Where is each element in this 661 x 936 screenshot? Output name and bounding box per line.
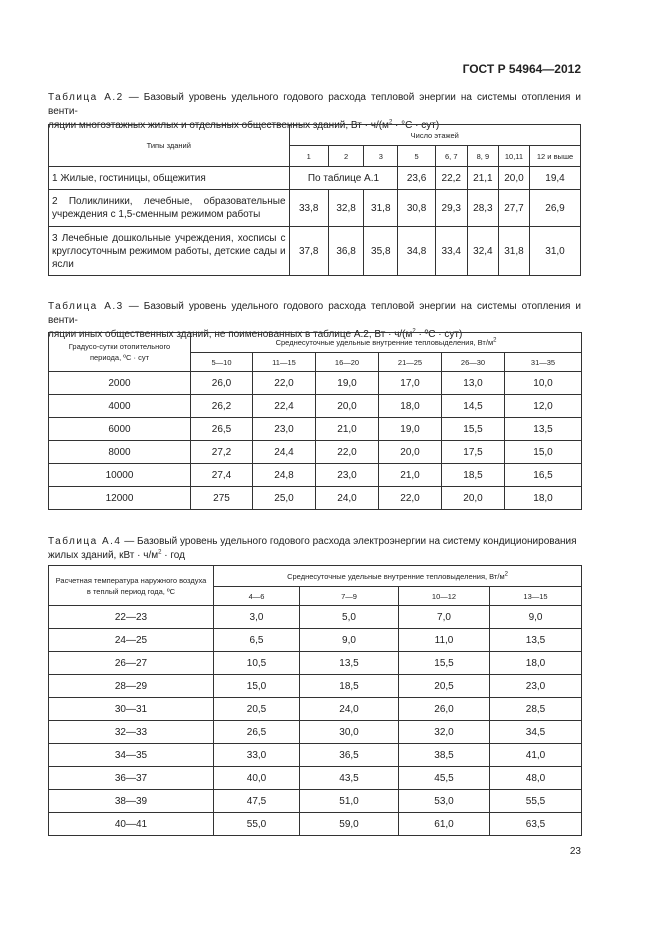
table-a2-caption: Таблица А.2 — Базовый уровень удельного годового расхода тепловой энергии на системы отопления и венти- ляции многоэтажных жилых и отдельных общественных зданий, Вт · $ч/(м^2 \cdot ^\circ С \cdot сут)$ <box>48 92 581 131</box>
table-cell: 26,0 <box>399 698 490 721</box>
table-cell: 9,0 <box>490 606 582 629</box>
table-cell: 26,2 <box>191 395 253 418</box>
table-cell: 32,4 <box>467 227 498 276</box>
table-cell: 24,0 <box>300 698 399 721</box>
table-cell: 13,5 <box>490 629 582 652</box>
table-cell: 13,5 <box>505 418 582 441</box>
table-cell: 12,0 <box>505 395 582 418</box>
row-label: 36—37 <box>49 767 214 790</box>
table-cell: 59,0 <box>300 813 399 836</box>
floor-col: 1 <box>289 146 328 167</box>
table-cell: 23,0 <box>490 675 582 698</box>
table-a2-label: Таблица А.2 <box>48 92 124 103</box>
table-row <box>49 418 582 441</box>
row-label: 26—27 <box>49 652 214 675</box>
table-cell: 21,0 <box>316 418 379 441</box>
row-label: 28—29 <box>49 675 214 698</box>
table-cell: 10,0 <box>505 372 582 395</box>
table-cell: 18,5 <box>300 675 399 698</box>
table-cell: 47,5 <box>214 790 300 813</box>
table-row <box>49 190 581 227</box>
table-row <box>49 487 582 510</box>
table-row <box>49 606 582 629</box>
floor-col: 5 <box>398 146 435 167</box>
merged-cell: По таблице А.1 <box>289 167 398 190</box>
table-cell: 21,0 <box>379 464 442 487</box>
table-cell: 28,3 <box>467 190 498 227</box>
table-cell: 40,0 <box>214 767 300 790</box>
table-cell: 37,8 <box>289 227 328 276</box>
row-label: 24—25 <box>49 629 214 652</box>
row-label: 40—41 <box>49 813 214 836</box>
table-cell: 33,4 <box>435 227 467 276</box>
table-cell: 18,0 <box>505 487 582 510</box>
table-cell: 14,5 <box>442 395 505 418</box>
table-cell: 15,5 <box>399 652 490 675</box>
row-label: 4000 <box>49 395 191 418</box>
table-cell: 35,8 <box>364 227 398 276</box>
sub-col: 31—35 <box>505 353 582 372</box>
sub-col: 5—10 <box>191 353 253 372</box>
row-label: 10000 <box>49 464 191 487</box>
table-cell: 18,5 <box>442 464 505 487</box>
table-cell: 30,8 <box>398 190 435 227</box>
table-cell: 20,0 <box>442 487 505 510</box>
row-label: 34—35 <box>49 744 214 767</box>
table-cell: 31,0 <box>530 227 581 276</box>
table-cell: 15,5 <box>442 418 505 441</box>
table-cell: 28,5 <box>490 698 582 721</box>
table-row <box>49 395 582 418</box>
table-cell: 27,7 <box>498 190 529 227</box>
table-cell: 22,0 <box>379 487 442 510</box>
table-row <box>49 464 582 487</box>
table-a4-caption: Таблица А.4 — Базовый уровень удельного годового расхода электроэнергии на систему кондиционирования жилых зданий, кВт · $ч/м^2$ · год <box>48 536 577 561</box>
table-cell: 23,0 <box>253 418 316 441</box>
table-row <box>49 675 582 698</box>
table-cell: 21,1 <box>467 167 498 190</box>
table-a3-caption: Таблица А.3 — Базовый уровень удельного годового расхода тепловой энергии на системы отопления и венти- ляции иных общественных зданий, не поименованных в таблице А.2, Вт · $ч/(м^2$ · ºС · сут) <box>48 301 581 340</box>
row-label: 6000 <box>49 418 191 441</box>
header-heat-gains: Среднесуточные удельные внутренние тепловыделения, $Вт/м^2$ <box>191 333 582 353</box>
floor-col: 3 <box>364 146 398 167</box>
table-row <box>49 721 582 744</box>
table-cell: 36,5 <box>300 744 399 767</box>
table-cell: 38,5 <box>399 744 490 767</box>
table-cell: 36,8 <box>328 227 363 276</box>
sub-col: 13—15 <box>490 587 582 606</box>
floor-col: 2 <box>328 146 363 167</box>
table-cell: 24,4 <box>253 441 316 464</box>
table-cell: 19,0 <box>316 372 379 395</box>
sub-col: 26—30 <box>442 353 505 372</box>
table-row <box>49 372 582 395</box>
table-cell: 22,0 <box>253 372 316 395</box>
table-cell: 31,8 <box>364 190 398 227</box>
table-cell: 22,0 <box>316 441 379 464</box>
sub-col: 4—6 <box>214 587 300 606</box>
table-cell: 19,0 <box>379 418 442 441</box>
table-row <box>49 790 582 813</box>
header-floor-count: Число этажей <box>289 125 580 146</box>
table-cell: 31,8 <box>498 227 529 276</box>
table-row <box>49 767 582 790</box>
table-row <box>49 441 582 464</box>
table-cell: 30,0 <box>300 721 399 744</box>
standard-number: ГОСТ Р 54964—2012 <box>462 62 581 76</box>
table-cell: 55,5 <box>490 790 582 813</box>
header-degree-days: Градусо-сутки отопительного периода, ºС · сут <box>49 333 191 372</box>
table-cell: 43,5 <box>300 767 399 790</box>
table-cell: 55,0 <box>214 813 300 836</box>
table-row <box>49 744 582 767</box>
table-a4-label: Таблица А.4 <box>48 536 122 547</box>
header-building-types: Типы зданий <box>49 125 290 167</box>
table-cell: 26,5 <box>214 721 300 744</box>
table-row <box>49 167 581 190</box>
table-row <box>49 652 582 675</box>
table-cell: 63,5 <box>490 813 582 836</box>
row-label: 22—23 <box>49 606 214 629</box>
table-cell: 20,0 <box>379 441 442 464</box>
table-cell: 15,0 <box>214 675 300 698</box>
table-cell: 48,0 <box>490 767 582 790</box>
header-heat-gains: Среднесуточные удельные внутренние тепловыделения, $Вт/м^2$ <box>214 566 582 587</box>
table-cell: 51,0 <box>300 790 399 813</box>
table-cell: 53,0 <box>399 790 490 813</box>
table-cell: 20,5 <box>214 698 300 721</box>
table-cell: 275 <box>191 487 253 510</box>
row-label: 8000 <box>49 441 191 464</box>
table-cell: 25,0 <box>253 487 316 510</box>
table-cell: 22,2 <box>435 167 467 190</box>
table-cell: 33,0 <box>214 744 300 767</box>
table-cell: 18,0 <box>490 652 582 675</box>
floor-col: 8, 9 <box>467 146 498 167</box>
sub-col: 11—15 <box>253 353 316 372</box>
row-name: 3 Лечебные дошкольные учреждения, хосписы с круглосуточным режимом работы, детские сады и ясли <box>49 227 290 276</box>
table-cell: 26,9 <box>530 190 581 227</box>
row-label: 2000 <box>49 372 191 395</box>
table-row <box>49 698 582 721</box>
table-cell: 45,5 <box>399 767 490 790</box>
table-cell: 32,8 <box>328 190 363 227</box>
table-cell: 3,0 <box>214 606 300 629</box>
table-cell: 11,0 <box>399 629 490 652</box>
table-cell: 18,0 <box>379 395 442 418</box>
table-a3-label: Таблица А.3 <box>48 301 124 312</box>
row-label: 12000 <box>49 487 191 510</box>
floor-col: 6, 7 <box>435 146 467 167</box>
table-row <box>49 629 582 652</box>
table-cell: 61,0 <box>399 813 490 836</box>
sub-col: 16—20 <box>316 353 379 372</box>
table-cell: 22,4 <box>253 395 316 418</box>
table-cell: 19,4 <box>530 167 581 190</box>
table-cell: 29,3 <box>435 190 467 227</box>
table-cell: 34,8 <box>398 227 435 276</box>
table-cell: 20,5 <box>399 675 490 698</box>
table-cell: 27,2 <box>191 441 253 464</box>
sub-col: 10—12 <box>399 587 490 606</box>
table-cell: 23,6 <box>398 167 435 190</box>
table-row <box>49 227 581 276</box>
row-label: 30—31 <box>49 698 214 721</box>
table-cell: 17,0 <box>379 372 442 395</box>
table-cell: 6,5 <box>214 629 300 652</box>
table-cell: 10,5 <box>214 652 300 675</box>
table-a4 <box>48 565 582 836</box>
table-cell: 5,0 <box>300 606 399 629</box>
table-cell: 24,8 <box>253 464 316 487</box>
table-cell: 41,0 <box>490 744 582 767</box>
table-cell: 26,5 <box>191 418 253 441</box>
table-cell: 9,0 <box>300 629 399 652</box>
floor-col: 12 и выше <box>530 146 581 167</box>
table-cell: 34,5 <box>490 721 582 744</box>
table-cell: 27,4 <box>191 464 253 487</box>
sub-col: 7—9 <box>300 587 399 606</box>
row-name: 2 Поликлиники, лечебные, образовательные учреждения с 1,5-сменным режимом работы <box>49 190 290 227</box>
table-cell: 32,0 <box>399 721 490 744</box>
table-cell: 17,5 <box>442 441 505 464</box>
table-cell: 20,0 <box>498 167 529 190</box>
table-cell: 15,0 <box>505 441 582 464</box>
table-cell: 20,0 <box>316 395 379 418</box>
table-a3 <box>48 332 582 510</box>
floor-col: 10,11 <box>498 146 529 167</box>
row-name: 1 Жилые, гостиницы, общежития <box>49 167 290 190</box>
table-row <box>49 813 582 836</box>
table-cell: 23,0 <box>316 464 379 487</box>
row-label: 38—39 <box>49 790 214 813</box>
sub-col: 21—25 <box>379 353 442 372</box>
table-a2 <box>48 124 581 276</box>
table-cell: 16,5 <box>505 464 582 487</box>
table-cell: 24,0 <box>316 487 379 510</box>
table-cell: 33,8 <box>289 190 328 227</box>
row-label: 32—33 <box>49 721 214 744</box>
table-cell: 7,0 <box>399 606 490 629</box>
table-cell: 26,0 <box>191 372 253 395</box>
page-number: 23 <box>569 846 581 857</box>
table-cell: 13,0 <box>442 372 505 395</box>
table-cell: 13,5 <box>300 652 399 675</box>
header-outdoor-temp: Расчетная температура наружного воздуха в теплый период года, ºС <box>49 566 214 606</box>
